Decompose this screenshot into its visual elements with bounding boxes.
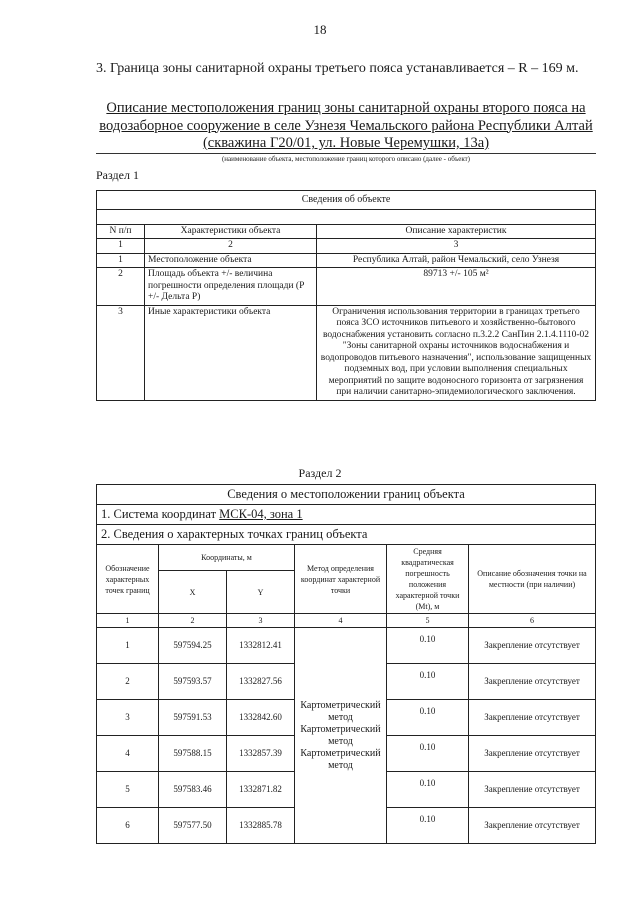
points-section-title: 2. Сведения о характерных точках границ объекта	[97, 525, 596, 545]
point-mt: 0.10	[387, 808, 469, 844]
point-desc: Закрепление отсутствует	[469, 664, 596, 700]
table-row	[97, 305, 596, 400]
col-number: 1	[97, 614, 159, 628]
point-method: Картометрический метод Картометрический метод Картометрический метод	[295, 628, 387, 844]
row-description: Ограничения использования территории в границах третьего пояса ЗСО источников питьевого и хозяйственно-бытового водоснабжения установить согласно п.3.2.2 СанПин 2.1.4.1110-02 "Зоны санитарной охраны источников водоснабжения и водопроводов питьевого назначения", использование защищенных подземных вод, при условии выполнения специальных мероприятий по защите водоносного горизонта от загрязнения при наличии санитарно-эпидемиологического заключения.	[317, 305, 596, 400]
row-number: 2	[97, 268, 145, 306]
row-number: 1	[97, 253, 145, 268]
row-number: 3	[97, 305, 145, 400]
point-mt: 0.10	[387, 664, 469, 700]
coordinate-system-row	[97, 505, 596, 525]
point-x: 597593.57	[159, 664, 227, 700]
point-x: 597591.53	[159, 700, 227, 736]
col-method: Метод определения координат характерной точки	[295, 545, 387, 614]
point-desc: Закрепление отсутствует	[469, 808, 596, 844]
point-id: 5	[97, 772, 159, 808]
col-number: 5	[387, 614, 469, 628]
section-2-title: Раздел 2	[298, 466, 342, 480]
page-number: 18	[313, 22, 327, 37]
point-desc: Закрепление отсутствует	[469, 628, 596, 664]
point-mt: 0.10	[387, 772, 469, 808]
table-row	[97, 268, 596, 306]
point-x: 597583.46	[159, 772, 227, 808]
col-number: 6	[469, 614, 596, 628]
col-x: X	[159, 571, 227, 614]
point-id: 2	[97, 664, 159, 700]
point-y: 1332885.78	[227, 808, 295, 844]
col-number: 2	[145, 239, 317, 254]
point-mt: 0.10	[387, 736, 469, 772]
point-y: 1332812.41	[227, 628, 295, 664]
object-info-title: Сведения об объекте	[97, 191, 596, 210]
zone-paragraph: 3. Граница зоны санитарной охраны третьего пояса устанавливается – R – 169 м.	[96, 61, 579, 76]
col-header-n: N п/п	[97, 224, 145, 239]
heading-caption: (наименование объекта, местоположение границ которого описано (далее - объект)	[96, 153, 596, 163]
point-y: 1332871.82	[227, 772, 295, 808]
col-number: 3	[317, 239, 596, 254]
row-characteristic: Местоположение объекта	[145, 253, 317, 268]
point-x: 597594.25	[159, 628, 227, 664]
row-description: Республика Алтай, район Чемальский, село Узнезя	[317, 253, 596, 268]
table-row	[97, 253, 596, 268]
col-number: 2	[159, 614, 227, 628]
point-mt: 0.10	[387, 628, 469, 664]
object-info-table	[96, 190, 596, 401]
col-y: Y	[227, 571, 295, 614]
point-mt: 0.10	[387, 700, 469, 736]
point-y: 1332842.60	[227, 700, 295, 736]
col-description: Описание обозначения точки на местности (при наличии)	[469, 545, 596, 614]
col-coords: Координаты, м	[159, 545, 295, 571]
point-x: 597577.50	[159, 808, 227, 844]
point-y: 1332857.39	[227, 736, 295, 772]
row-characteristic: Иные характеристики объекта	[145, 305, 317, 400]
row-characteristic: Площадь объекта +/- величина погрешности определения площади (Р +/- Дельта Р)	[145, 268, 317, 306]
document-heading: Описание местоположения границ зоны санитарной охраны второго пояса на водозаборное сооружение в селе Узнезя Чемальского района Республики Алтай (скважина Г20/01, ул. Новые Черемушки, 13а)	[99, 100, 593, 151]
col-number: 4	[295, 614, 387, 628]
point-desc: Закрепление отсутствует	[469, 736, 596, 772]
col-number: 3	[227, 614, 295, 628]
point-id: 6	[97, 808, 159, 844]
point-x: 597588.15	[159, 736, 227, 772]
coordinate-system-value: МСК-04, зона 1	[219, 507, 303, 521]
col-number: 1	[97, 239, 145, 254]
point-id: 4	[97, 736, 159, 772]
row-description: 89713 +/- 105 м²	[317, 268, 596, 306]
point-id: 3	[97, 700, 159, 736]
col-header-char: Характеристики объекта	[145, 224, 317, 239]
location-table-title: Сведения о местоположении границ объекта	[97, 485, 596, 505]
col-header-desc: Описание характеристик	[317, 224, 596, 239]
boundary-points-table	[96, 484, 596, 844]
point-desc: Закрепление отсутствует	[469, 700, 596, 736]
point-desc: Закрепление отсутствует	[469, 772, 596, 808]
table-row	[97, 628, 596, 664]
spacer-row	[97, 209, 596, 224]
coordinate-system-label: 1. Система координат	[101, 507, 220, 521]
section-1-title: Раздел 1	[96, 168, 139, 182]
col-designation: Обозначение характерных точек границ	[97, 545, 159, 614]
point-id: 1	[97, 628, 159, 664]
col-accuracy: Средняя квадратическая погрешность положения характерной точки (Mt), м	[387, 545, 469, 614]
point-y: 1332827.56	[227, 664, 295, 700]
